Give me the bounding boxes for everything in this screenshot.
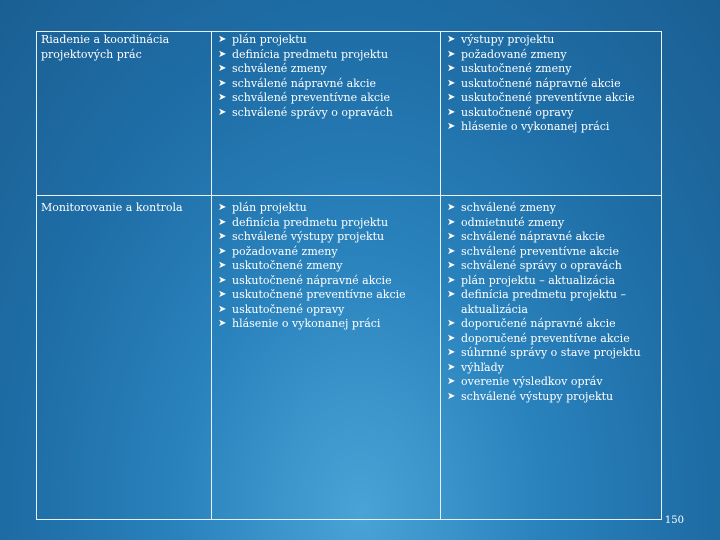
list-item [447, 245, 657, 260]
list-item-text: uskutočnené zmeny [232, 259, 343, 272]
arrowhead-right-icon: ➤ [447, 106, 456, 118]
list-item-text: hlásenie o vykonanej práci [232, 317, 381, 330]
arrowhead-right-icon: ➤ [447, 216, 456, 228]
list-item [218, 201, 433, 216]
list-item-text: súhrnné správy o stave projektu [461, 346, 641, 359]
inputs-cell [218, 201, 433, 332]
list-item-text: uskutočnené nápravné akcie [461, 76, 621, 90]
list-item [447, 332, 657, 347]
list-item-text: schválené preventívne akcie [232, 91, 391, 104]
list-item-text: doporučené nápravné akcie [461, 317, 616, 330]
row-divider [37, 195, 661, 196]
arrowhead-right-icon: ➤ [447, 231, 456, 242]
list-item [218, 274, 433, 289]
list-item-text: definícia predmetu projektu [232, 47, 389, 61]
list-item [218, 303, 433, 318]
list-item-text: schválené preventívne akcie [461, 244, 620, 258]
arrowhead-right-icon: ➤ [218, 245, 227, 257]
list-item [218, 317, 433, 332]
arrowhead-right-icon: ➤ [447, 121, 456, 132]
list-item-text: schválené výstupy projektu [232, 230, 385, 243]
list-item-text: schválené nápravné akcie [232, 76, 376, 90]
arrowhead-right-icon: ➤ [218, 216, 227, 228]
list-item [218, 33, 433, 48]
inputs-cell [218, 33, 433, 120]
column-divider [440, 32, 441, 519]
arrowhead-right-icon: ➤ [447, 376, 456, 387]
list-item-text: schválené nápravné akcie [461, 230, 605, 243]
list-item [218, 230, 433, 245]
arrowhead-right-icon: ➤ [447, 332, 456, 344]
list-item-text: schválené výstupy projektu [461, 389, 614, 403]
column-divider [211, 32, 212, 519]
outputs-cell [447, 33, 657, 135]
list-item-text: definícia predmetu projektu – aktualizácia [461, 288, 627, 316]
list-item-text: uskutočnené opravy [232, 302, 345, 316]
arrowhead-right-icon: ➤ [218, 318, 227, 329]
list-item-text: schválené zmeny [461, 201, 556, 214]
list-item-text: požadované zmeny [461, 47, 567, 61]
list-item [447, 346, 657, 361]
list-item-text: požadované zmeny [232, 244, 338, 258]
list-item [447, 390, 657, 405]
arrowhead-right-icon: ➤ [218, 34, 227, 45]
list-item-text: uskutočnené opravy [461, 105, 574, 119]
list-item [447, 106, 657, 121]
list-item-text: hlásenie o vykonanej práci [461, 120, 610, 133]
arrowhead-right-icon: ➤ [447, 289, 456, 300]
list-item-text: výstupy projektu [461, 33, 555, 46]
list-item [447, 91, 657, 106]
list-item-text: uskutočnené nápravné akcie [232, 273, 392, 287]
arrowhead-right-icon: ➤ [447, 390, 456, 402]
outputs-list [447, 201, 657, 404]
arrowhead-right-icon: ➤ [447, 245, 456, 257]
list-item [218, 245, 433, 260]
list-item [218, 106, 433, 121]
process-table [36, 31, 662, 520]
list-item [447, 48, 657, 63]
list-item [447, 317, 657, 332]
arrowhead-right-icon: ➤ [447, 361, 456, 373]
process-name-cell [41, 201, 206, 216]
arrowhead-right-icon: ➤ [447, 48, 456, 60]
outputs-cell [447, 201, 657, 404]
arrowhead-right-icon: ➤ [218, 303, 227, 315]
arrowhead-right-icon: ➤ [447, 63, 456, 74]
inputs-list [218, 201, 433, 332]
arrowhead-right-icon: ➤ [447, 34, 456, 45]
arrowhead-right-icon: ➤ [447, 77, 456, 89]
arrowhead-right-icon: ➤ [447, 274, 456, 286]
list-item-text: definícia predmetu projektu [232, 215, 389, 229]
list-item [447, 120, 657, 135]
arrowhead-right-icon: ➤ [447, 260, 456, 271]
arrowhead-right-icon: ➤ [218, 202, 227, 213]
list-item [218, 288, 433, 303]
arrowhead-right-icon: ➤ [218, 63, 227, 74]
list-item-text: uskutočnené zmeny [461, 62, 572, 75]
list-item-text: plán projektu [232, 201, 307, 214]
list-item [218, 91, 433, 106]
list-item [447, 259, 657, 274]
list-item [218, 77, 433, 92]
arrowhead-right-icon: ➤ [218, 231, 227, 242]
list-item-text: plán projektu [232, 33, 307, 46]
list-item [218, 48, 433, 63]
list-item [447, 375, 657, 390]
arrowhead-right-icon: ➤ [447, 318, 456, 329]
list-item [447, 33, 657, 48]
process-name: Monitorovanie a kontrola [41, 201, 183, 214]
list-item [218, 259, 433, 274]
list-item-text: schválené správy o opravách [461, 259, 622, 272]
list-item-text: odmietnuté zmeny [461, 215, 565, 229]
arrowhead-right-icon: ➤ [218, 260, 227, 271]
page-number: 150 [664, 515, 684, 526]
list-item [447, 77, 657, 92]
arrowhead-right-icon: ➤ [218, 106, 227, 118]
arrowhead-right-icon: ➤ [218, 274, 227, 286]
process-name-cell [41, 33, 206, 62]
arrowhead-right-icon: ➤ [218, 77, 227, 89]
list-item [447, 361, 657, 376]
list-item-text: plán projektu – aktualizácia [461, 273, 616, 287]
inputs-list [218, 33, 433, 120]
list-item [447, 216, 657, 231]
arrowhead-right-icon: ➤ [447, 347, 456, 358]
list-item [447, 288, 657, 317]
list-item-text: schválené zmeny [232, 62, 327, 75]
list-item [447, 62, 657, 77]
list-item-text: výhľady [461, 360, 504, 374]
list-item-text: schválené správy o opravách [232, 105, 393, 119]
arrowhead-right-icon: ➤ [447, 202, 456, 213]
list-item-text: overenie výsledkov opráv [461, 375, 603, 388]
list-item [218, 62, 433, 77]
list-item [447, 274, 657, 289]
arrowhead-right-icon: ➤ [218, 48, 227, 60]
outputs-list [447, 33, 657, 135]
arrowhead-right-icon: ➤ [218, 92, 227, 103]
list-item-text: uskutočnené preventívne akcie [461, 91, 635, 104]
list-item-text: doporučené preventívne akcie [461, 331, 630, 345]
list-item [447, 230, 657, 245]
process-name: Riadenie a koordinácia projektových prác [41, 33, 170, 61]
list-item-text: uskutočnené preventívne akcie [232, 288, 406, 301]
list-item [218, 216, 433, 231]
list-item [447, 201, 657, 216]
arrowhead-right-icon: ➤ [447, 92, 456, 103]
arrowhead-right-icon: ➤ [218, 289, 227, 300]
